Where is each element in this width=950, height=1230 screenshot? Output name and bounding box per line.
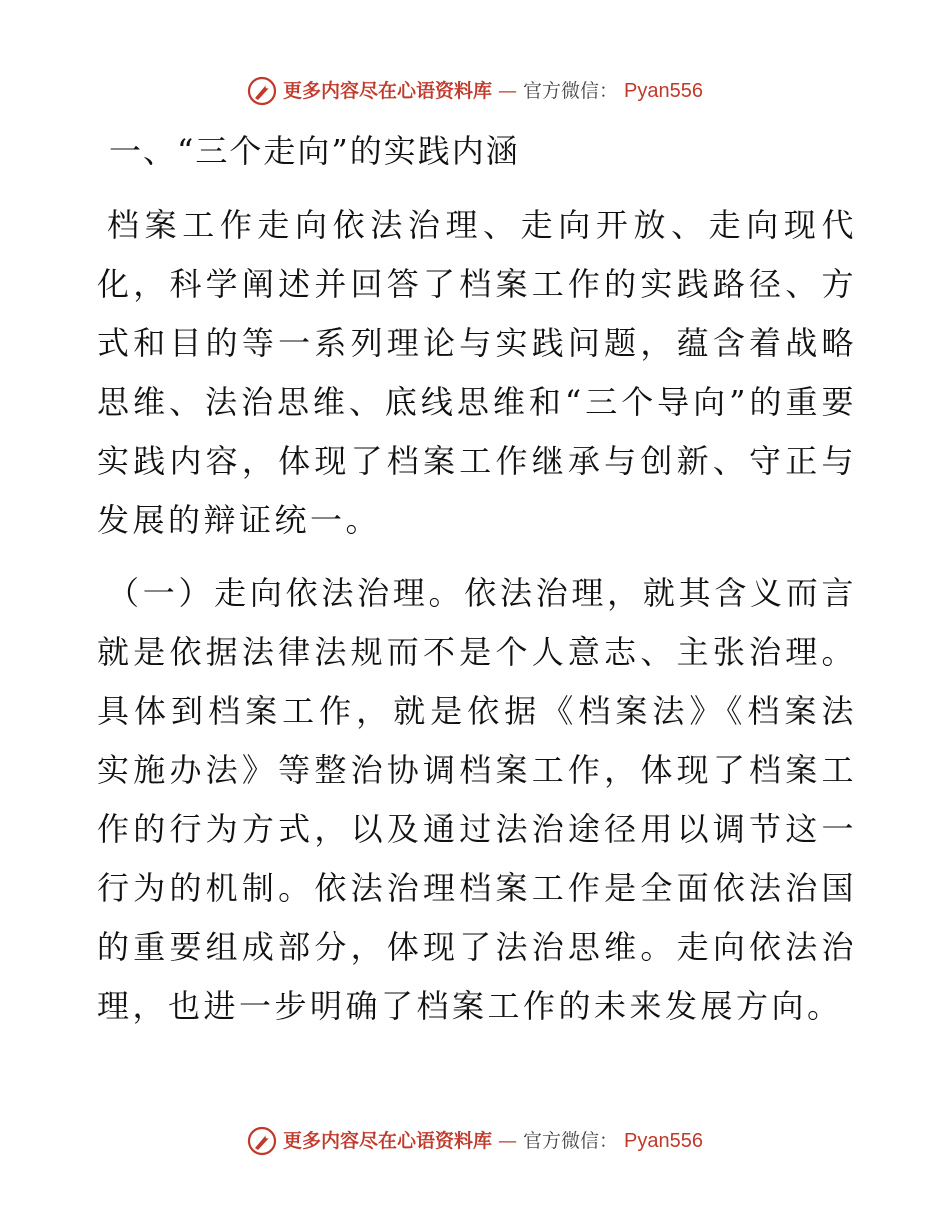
pen-nib-logo-icon [247, 1126, 277, 1156]
header-banner [0, 76, 950, 106]
banner-wechat-label: 官方微信： [523, 1130, 619, 1152]
banner-dash: — [498, 1130, 518, 1152]
banner-wechat-handle: Pyan556 [624, 80, 703, 102]
banner-wechat-handle: Pyan556 [624, 1130, 703, 1152]
section-heading: 一、“三个走向”的实践内涵 [109, 132, 520, 170]
paragraph-rule-of-law: （一）走向依法治理。依法治理，就其含义而言就是依据法律法规而不是个人意志、主张治理。具体到档案工作，就是依据《档案法》《档案法实施办法》等整治协调档案工作，体现了档案工作的行为方式，以及通过法治途径用以调节这一行为的机制。依法治理档案工作是全面依法治国的重要组成部分，体现了法治思维。走向依法治理，也进一步明确了档案工作的未来发展方向。 [97, 574, 857, 1025]
banner-wechat-label: 官方微信： [523, 80, 619, 102]
banner-brand-text: 更多内容尽在心语资料库 [283, 1130, 493, 1152]
banner-brand-text: 更多内容尽在心语资料库 [283, 80, 493, 102]
footer-banner [0, 1126, 950, 1156]
banner-dash: — [498, 80, 518, 102]
paragraph-intro: 档案工作走向依法治理、走向开放、走向现代化，科学阐述并回答了档案工作的实践路径、方式和目的等一系列理论与实践问题，蕴含着战略思维、法治思维、底线思维和“三个导向”的重要实践内容，体现了档案工作继承与创新、守正与发展的辩证统一。 [97, 206, 857, 539]
pen-nib-logo-icon [247, 76, 277, 106]
document-body [97, 122, 857, 1050]
